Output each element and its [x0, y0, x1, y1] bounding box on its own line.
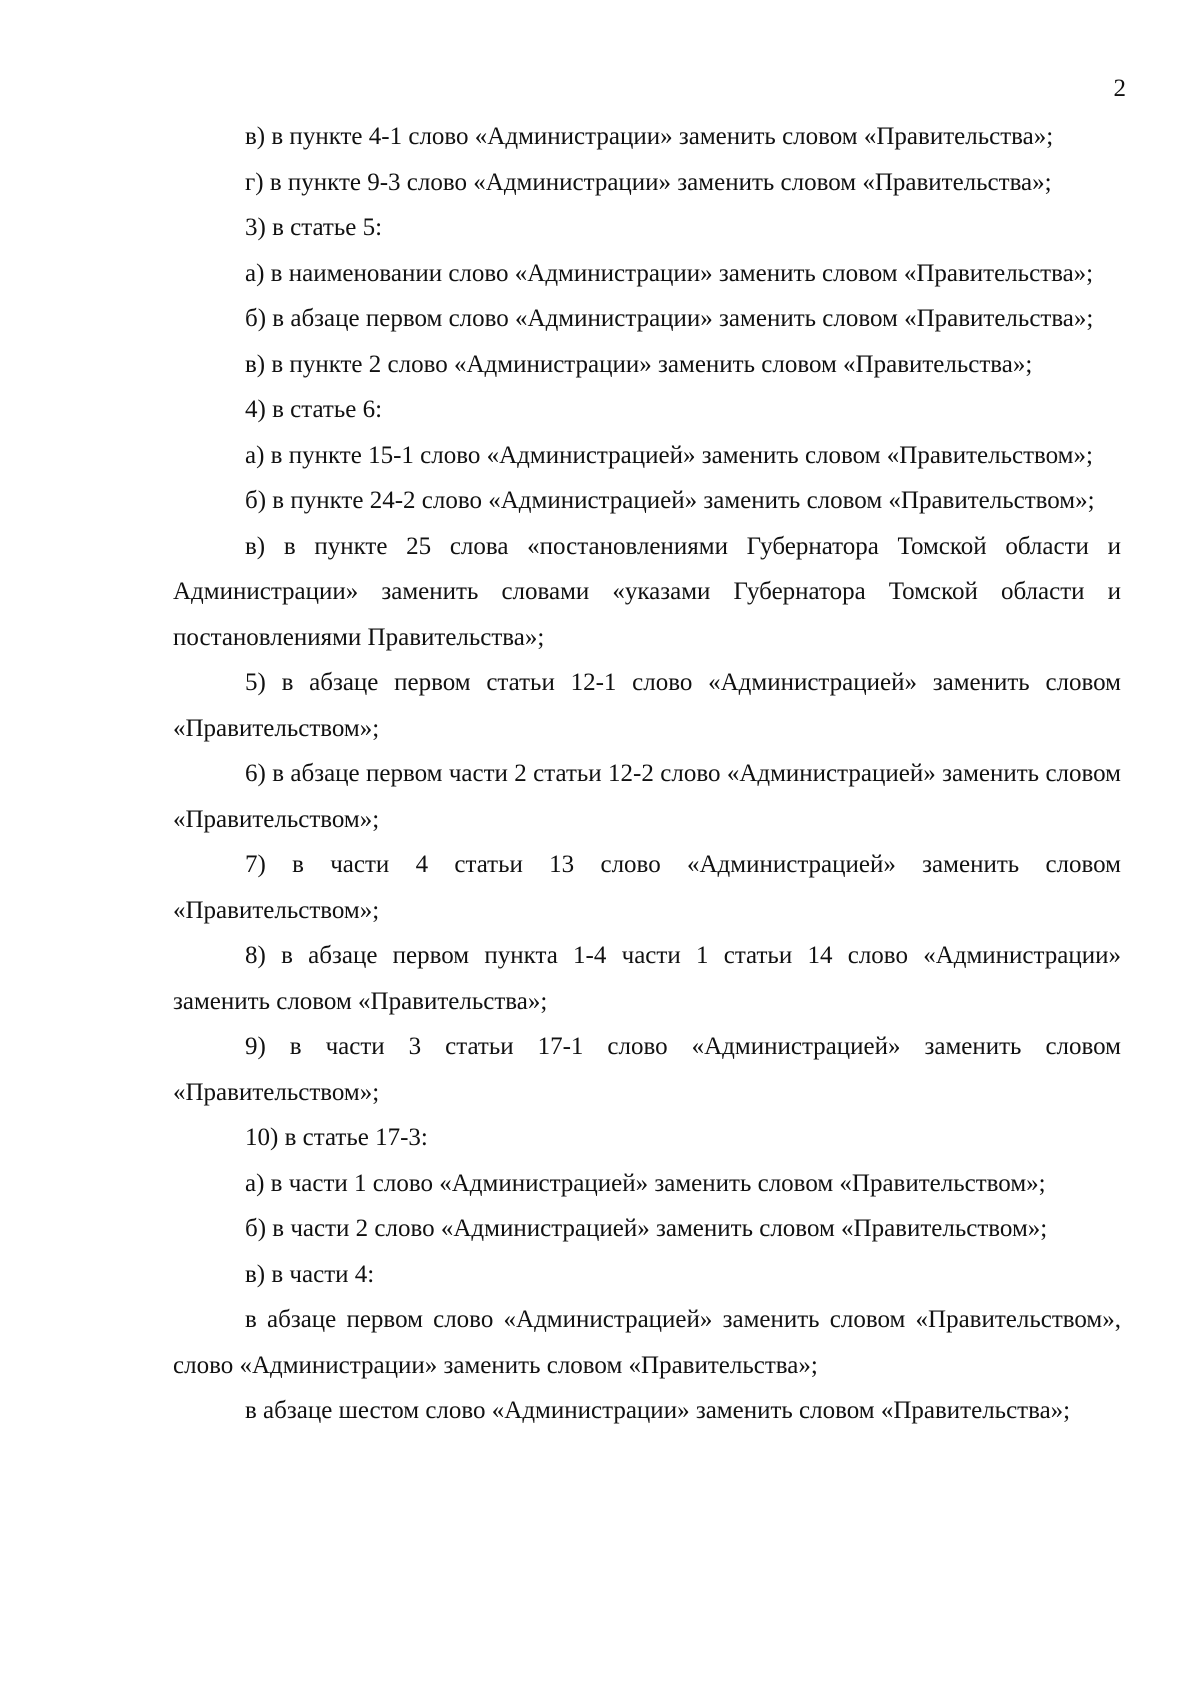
paragraph: г) в пункте 9-3 слово «Администрации» заменить словом «Правительства»; [245, 168, 1052, 196]
paragraph: 5) в абзаце первом статьи 12-1 слово «Администрацией» заменить словом «Правительством»; [173, 669, 1121, 742]
paragraph: 7) в части 4 статьи 13 слово «Администрацией» заменить словом «Правительством»; [173, 851, 1121, 924]
page-number: 2 [1113, 75, 1126, 102]
paragraph: в) в пункте 25 слова «постановлениями Губернатора Томской области и Администрации» заменить словами «указами Губернатора Томской области и постановлениями Правительства»; [173, 532, 1121, 651]
paragraph: б) в пункте 24-2 слово «Администрацией» заменить словом «Правительством»; [245, 487, 1095, 514]
paragraph: а) в наименовании слово «Администрации» заменить словом «Правительства»; [245, 259, 1094, 287]
paragraph: 3) в статье 5: [245, 214, 383, 241]
paragraph: а) в пункте 15-1 слово «Администрацией» заменить словом «Правительством»; [245, 441, 1093, 469]
paragraph: 6) в абзаце первом части 2 статьи 12-2 слово «Администрацией» заменить словом «Правительством»; [173, 760, 1121, 833]
paragraph: 8) в абзаце первом пункта 1-4 части 1 статьи 14 слово «Администрации» заменить словом «Правительства»; [173, 942, 1121, 1015]
paragraph: в абзаце первом слово «Администрацией» заменить словом «Правительством», слово «Администрации» заменить словом «Правительства»; [173, 1306, 1121, 1379]
paragraph: в) в части 4: [245, 1260, 375, 1288]
document-body [173, 114, 1121, 1434]
paragraph: б) в абзаце первом слово «Администрации» заменить словом «Правительства»; [245, 305, 1094, 332]
paragraph: в) в пункте 4-1 слово «Администрации» заменить словом «Правительства»; [245, 123, 1054, 150]
paragraph: в) в пункте 2 слово «Администрации» заменить словом «Правительства»; [245, 350, 1033, 378]
paragraph: 9) в части 3 статьи 17-1 слово «Администрацией» заменить словом «Правительством»; [173, 1033, 1121, 1106]
paragraph: в абзаце шестом слово «Администрации» заменить словом «Правительства»; [245, 1397, 1071, 1424]
paragraph: б) в части 2 слово «Администрацией» заменить словом «Правительством»; [245, 1215, 1048, 1242]
paragraph: 10) в статье 17-3: [245, 1124, 428, 1151]
paragraph: а) в части 1 слово «Администрацией» заменить словом «Правительством»; [245, 1169, 1046, 1197]
paragraph: 4) в статье 6: [245, 396, 383, 423]
